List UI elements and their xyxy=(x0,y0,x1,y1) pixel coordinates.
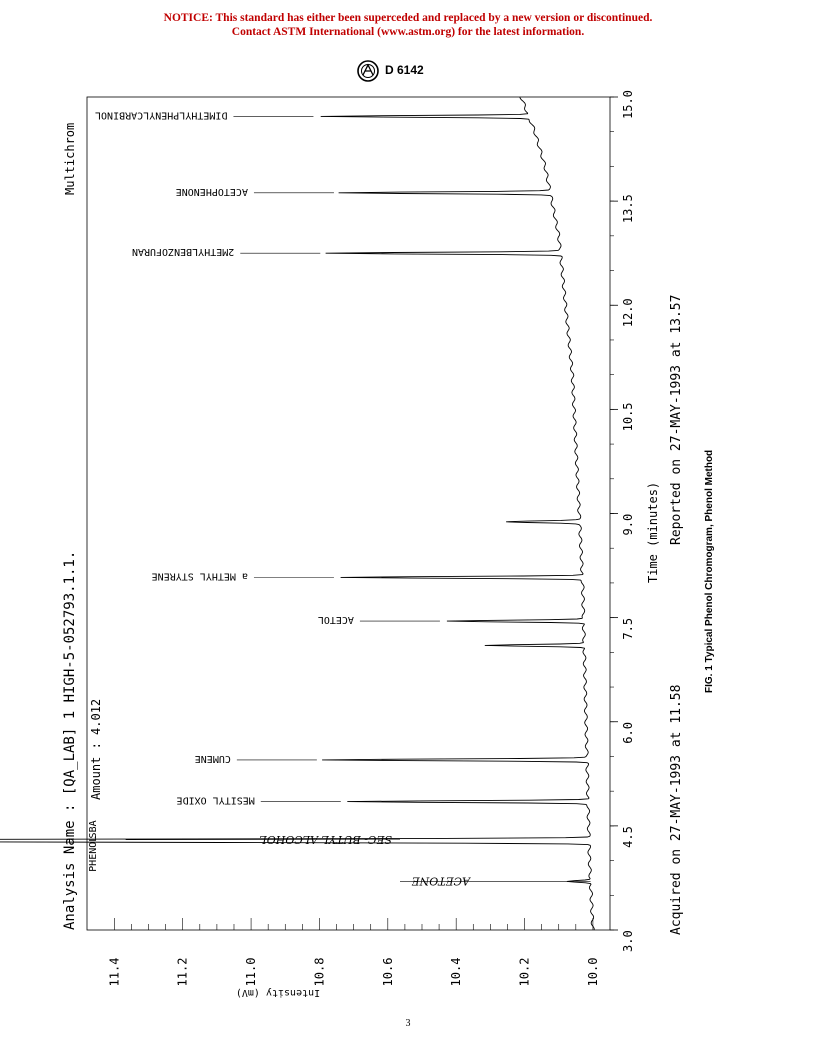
chromatogram-trace xyxy=(0,97,594,930)
peak-label-sba: SBA xyxy=(88,820,99,839)
y-tick-label: 11.2 xyxy=(175,957,190,987)
designation: D 6142 xyxy=(385,63,424,77)
y-tick-label: 11.4 xyxy=(107,957,122,987)
peak-label-acetol: ACETOL xyxy=(317,614,354,626)
x-tick-label: 10.5 xyxy=(621,402,635,432)
y-tick-label: 10.4 xyxy=(449,957,464,987)
y-tick-label: 10.8 xyxy=(312,957,327,987)
peak-label-dimethylphenylcarbinol: DIMETHYLPHENYLCARBINOL xyxy=(94,109,228,121)
peak-label-cumene: CUMENE xyxy=(194,752,231,764)
y-tick-label: 11.0 xyxy=(244,957,259,987)
x-tick-label: 3.0 xyxy=(621,930,635,952)
acquired-timestamp: Acquired on 27-MAY-1993 at 11.58 xyxy=(669,684,684,935)
peak-label-sec-butyl-alcohol: SEC- BUTYL ALCOHOL xyxy=(259,832,392,846)
page-number: 3 xyxy=(405,1018,411,1029)
x-tick-label: 6.0 xyxy=(621,722,635,744)
amount-readout: Amount : 4.012 xyxy=(89,698,103,800)
y-tick-label: 10.2 xyxy=(517,957,532,987)
x-tick-label: 9.0 xyxy=(621,513,635,536)
y-axis-title: Intensity (mV) xyxy=(235,987,321,998)
y-tick-label: 10.6 xyxy=(380,957,395,987)
peak-label-2methylbenzofuran: 2METHYLBENZOFURAN xyxy=(131,246,235,258)
peak-label-phenol: PHENOL xyxy=(88,835,99,872)
peak-label-acetophenone: ACETOPHENONE xyxy=(175,185,248,197)
chart-subtitle: Multichrom xyxy=(63,122,77,195)
chart-title: Analysis Name : [QA_LAB] 1 HIGH-5-052793.1.1. xyxy=(62,550,78,930)
peak-label-mesityl-oxide: MESITYL OXIDE xyxy=(176,794,255,806)
x-tick-label: 12.0 xyxy=(621,298,635,328)
figure-caption: FIG. 1 Typical Phenol Chromogram, Phenol Method xyxy=(704,449,715,693)
x-tick-label: 4.5 xyxy=(621,826,635,848)
reported-timestamp: Reported on 27-MAY-1993 at 13.57 xyxy=(669,294,684,545)
peak-label-acetone: ACETONE xyxy=(411,874,470,888)
notice-line-2: Contact ASTM International (www.astm.org) for the latest information. xyxy=(231,26,585,38)
notice-line-1: NOTICE: This standard has either been superceded and replaced by a new version or discontinued. xyxy=(163,12,653,24)
plot-frame xyxy=(87,97,610,930)
x-tick-label: 7.5 xyxy=(621,617,635,640)
x-tick-label: 15.0 xyxy=(621,90,635,119)
x-tick-label: 13.5 xyxy=(621,194,635,224)
y-tick-label: 10.0 xyxy=(585,957,600,987)
x-axis-title: Time (minutes) xyxy=(646,481,660,583)
peak-label-a-methyl-styrene: a METHYL STYRENE xyxy=(151,570,248,582)
